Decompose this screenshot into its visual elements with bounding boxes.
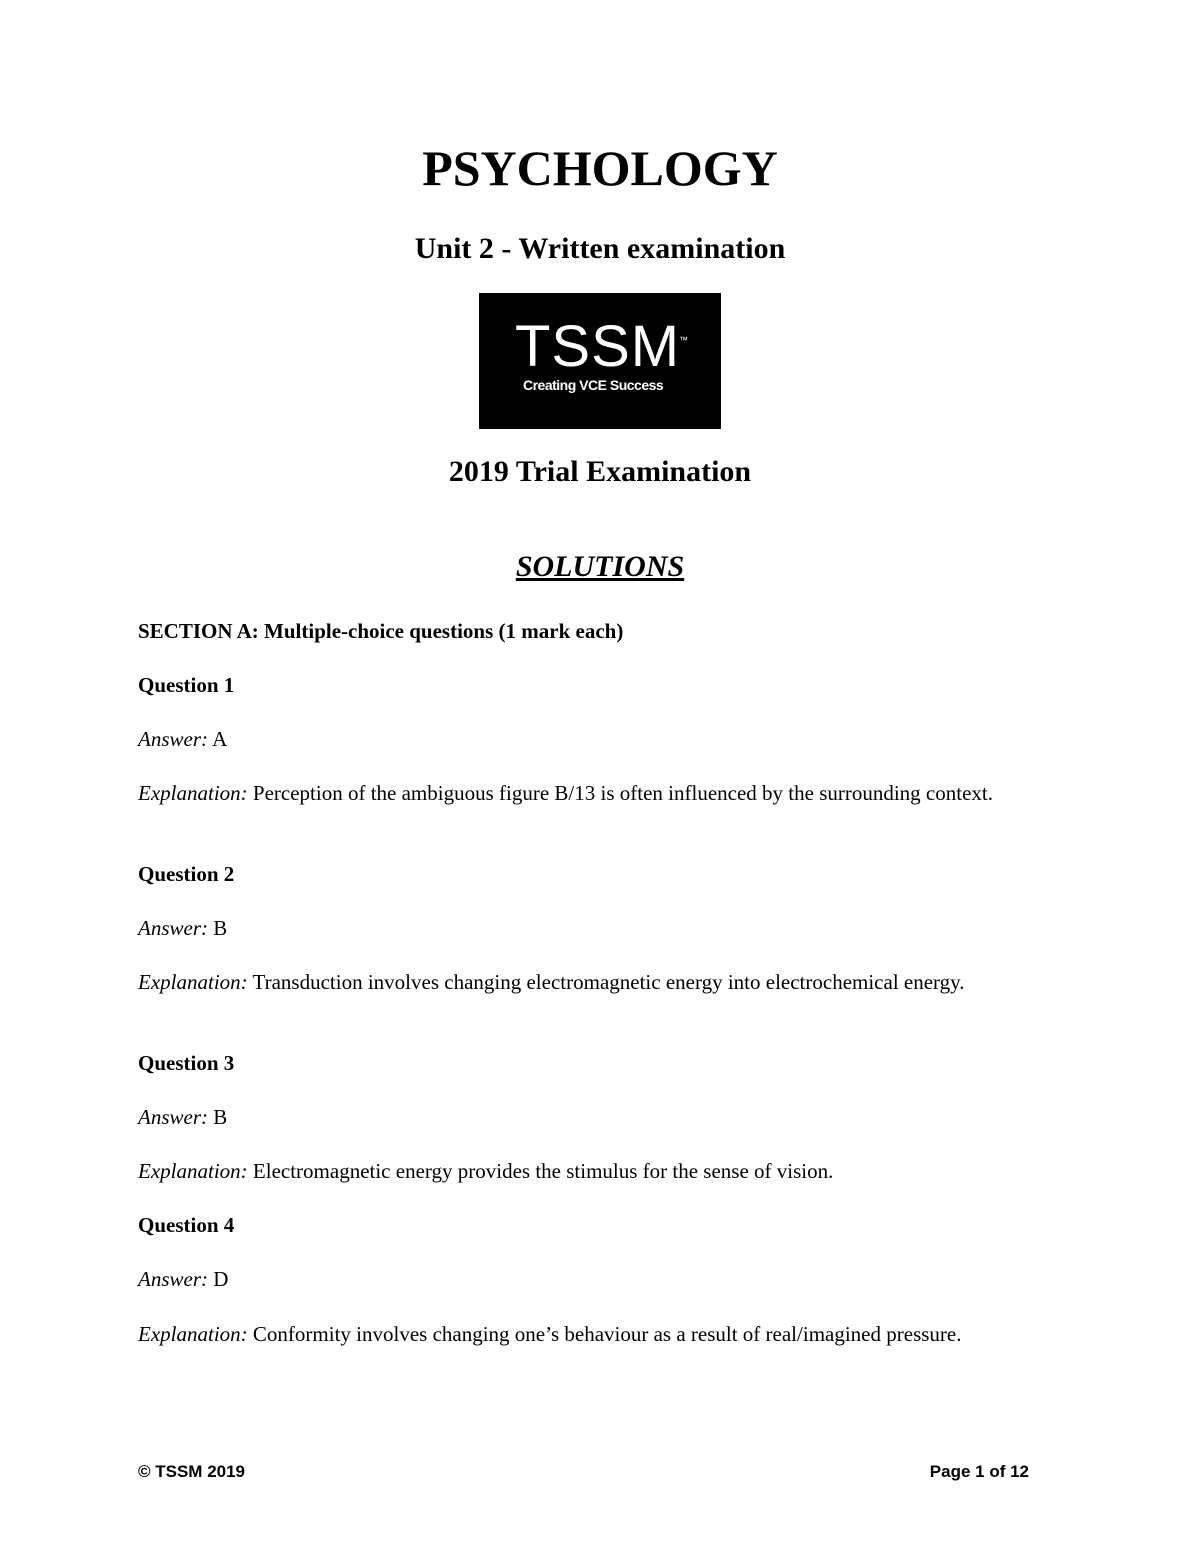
explanation-label: Explanation: (138, 1159, 248, 1183)
unit-subtitle: Unit 2 - Written examination (414, 232, 786, 265)
explanation-text: Perception of the ambiguous figure B/13 is often influenced by the surrounding context. (252, 781, 993, 805)
answer-line (138, 1265, 1038, 1293)
question-title: Question 3 (138, 1051, 235, 1075)
document-title: PSYCHOLOGY (422, 140, 778, 196)
explanation-line (138, 1157, 1038, 1185)
explanation-line (138, 779, 1038, 807)
answer-label: Answer: (138, 1105, 208, 1129)
answer-line (138, 914, 1038, 942)
explanation-label: Explanation: (138, 970, 248, 994)
answer-value: B (213, 916, 228, 940)
explanation-text: Electromagnetic energy provides the stimulus for the sense of vision. (252, 1159, 834, 1183)
explanation-text: Conformity involves changing one’s behaviour as a result of real/imagined pressure. (252, 1322, 962, 1346)
logo-tagline: Creating VCE Success (523, 377, 664, 393)
explanation-line (138, 968, 1038, 996)
answer-value: A (212, 727, 228, 751)
solutions-heading: SOLUTIONS (515, 550, 685, 583)
explanation-text: Transduction involves changing electromagnetic energy into electrochemical energy. (252, 970, 965, 994)
logo-wordmark: TSSM (515, 314, 681, 379)
answer-line (138, 725, 1038, 753)
section-heading: SECTION A: Multiple-choice questions (1 mark each) (138, 619, 624, 643)
answer-label: Answer: (138, 727, 208, 751)
answer-label: Answer: (138, 916, 208, 940)
footer-copyright: © TSSM 2019 (138, 1462, 246, 1481)
logo-trademark: ™ (679, 335, 688, 345)
tssm-logo (479, 293, 721, 429)
answer-label: Answer: (138, 1267, 208, 1291)
question-title: Question 4 (138, 1213, 235, 1237)
answer-value: B (213, 1105, 228, 1129)
question-title: Question 2 (138, 862, 235, 886)
answer-value: D (213, 1267, 229, 1291)
answer-line (138, 1103, 1038, 1131)
explanation-label: Explanation: (138, 1322, 248, 1346)
explanation-label: Explanation: (138, 781, 248, 805)
explanation-line (138, 1320, 1038, 1348)
footer-page-number: Page 1 of 12 (929, 1462, 1029, 1481)
question-title: Question 1 (138, 673, 235, 697)
exam-year-heading: 2019 Trial Examination (448, 455, 752, 488)
